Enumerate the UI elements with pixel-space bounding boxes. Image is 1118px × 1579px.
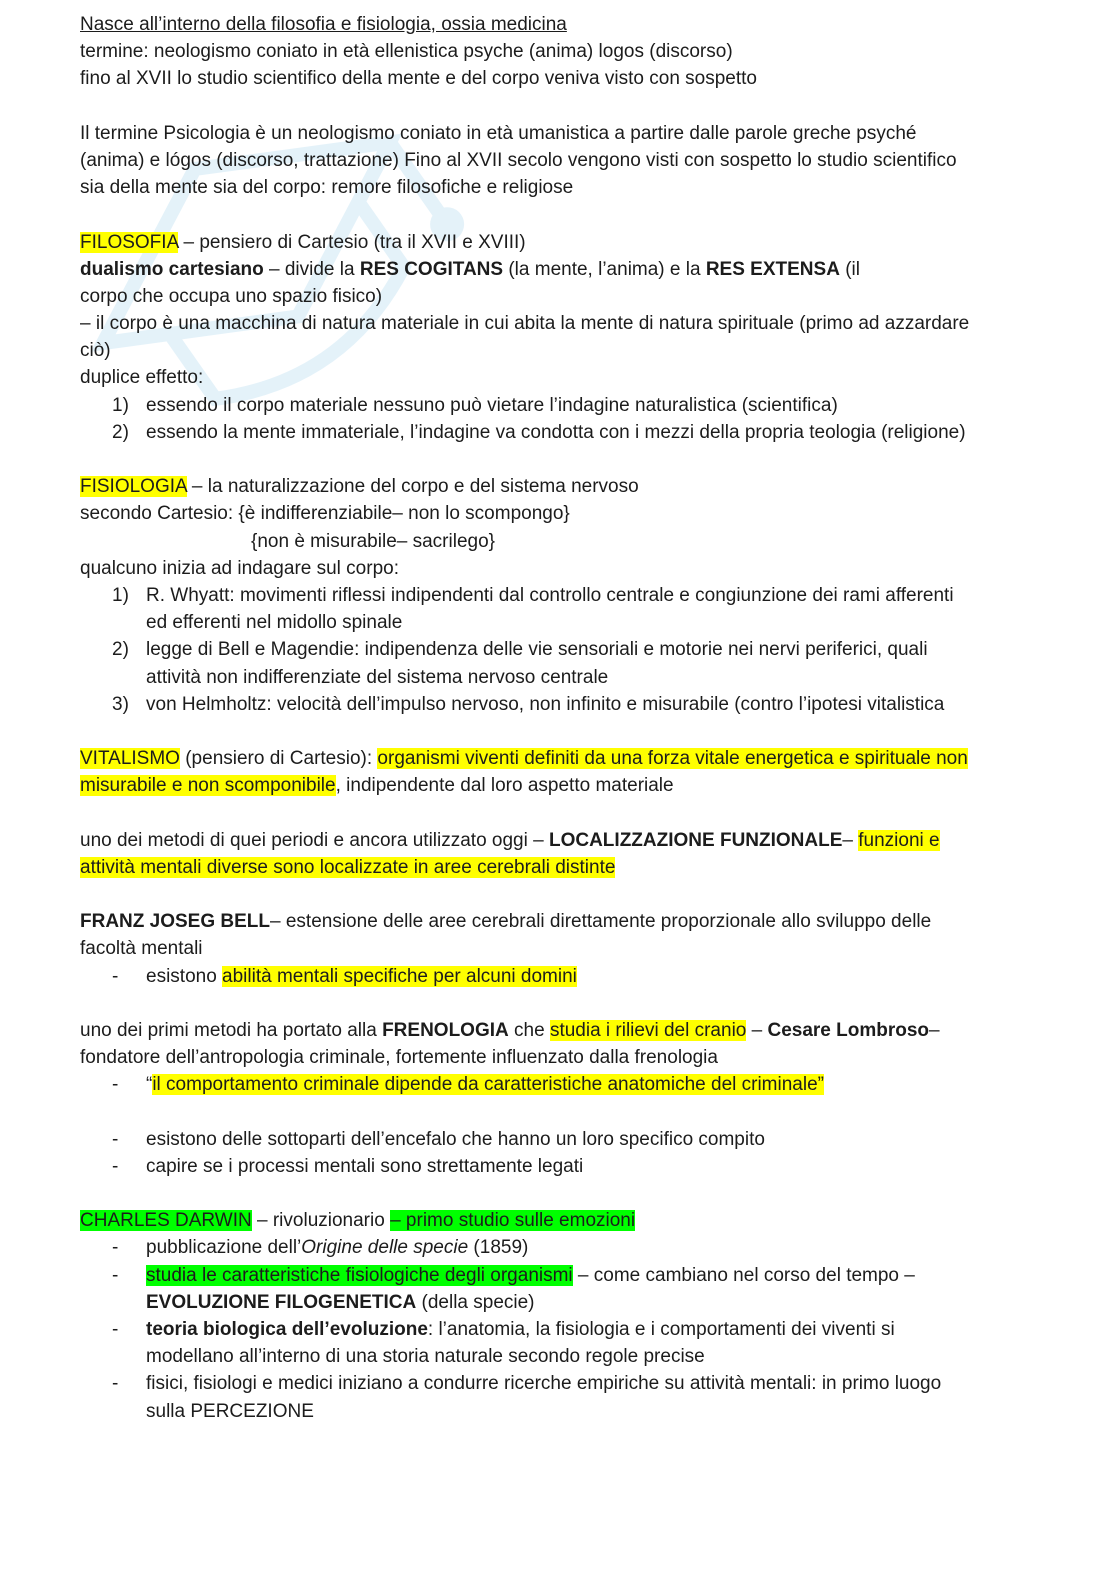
text-line (80, 174, 1070, 201)
list-number: 3) (112, 693, 129, 715)
bold-text: FRANZ JOSEG BELL (80, 911, 271, 933)
bold-text: teoria biologica dell’evoluzione (146, 1319, 428, 1340)
highlighted-text: studia i rilievi del cranio (549, 1019, 747, 1041)
text-line (80, 65, 1070, 92)
text-segment: facoltà mentali (80, 938, 203, 960)
list-item (80, 691, 1070, 718)
text-line (80, 745, 1070, 772)
text-line (80, 935, 1070, 962)
text-segment: fisici, fisiologi e medici iniziano a condurre ricerche empiriche su attività mentali: in primo luogo (146, 1373, 942, 1395)
text-segment: secondo Cartesio: {è indifferenziabile– non lo scompongo} (80, 503, 570, 525)
list-item (80, 1370, 1070, 1397)
text-line (80, 827, 1070, 854)
text-line (80, 528, 1070, 555)
text-segment: R. Whyatt: movimenti riflessi indipendenti dal controllo centrale e congiunzione dei rami afferenti (146, 584, 954, 606)
text-segment: , indipendente dal loro aspetto materiale (335, 775, 674, 797)
highlighted-text: – primo studio sulle emozioni (390, 1210, 636, 1232)
text-line (80, 908, 1070, 935)
bold-text: FRENOLOGIA (382, 1019, 509, 1041)
text-line (80, 11, 1070, 38)
text-segment: uno dei metodi di quei periodi e ancora utilizzato oggi – (80, 829, 549, 851)
text-segment: (anima) e lógos (discorso, trattazione) Fino al XVII secolo vengono visti con sospetto lo studio scientifico (80, 149, 957, 171)
highlighted-text: studia le caratteristiche fisiologiche degli organismi (146, 1264, 573, 1286)
highlighted-text: FILOSOFIA (80, 231, 179, 253)
bullet-dash: - (112, 1128, 119, 1150)
text-line (80, 147, 1070, 174)
text-segment: fino al XVII lo studio scientifico della mente e del corpo veniva visto con sospetto (80, 68, 757, 90)
text-line (80, 1207, 1070, 1234)
bullet-dash: - (112, 1155, 119, 1177)
list-item (80, 1153, 1070, 1180)
text-segment: essendo la mente immateriale, l’indagine va condotta con i mezzi della propria teologia (religione) (146, 421, 966, 443)
text-segment: – il corpo è una macchina di natura materiale in cui abita la mente di natura spirituale (primo ad azzardare (80, 313, 970, 335)
bullet-dash: - (112, 1373, 119, 1395)
text-segment: essendo il corpo materiale nessuno può vietare l’indagine naturalistica (scientifica) (146, 394, 838, 416)
list-item (80, 392, 1070, 419)
bullet-dash: - (112, 1237, 119, 1259)
bullet-dash: - (112, 965, 119, 987)
text-line (80, 310, 1070, 337)
text-line (80, 364, 1070, 391)
list-item (80, 636, 1070, 663)
text-segment: ciò) (80, 340, 111, 362)
text-segment: (1859) (468, 1237, 529, 1259)
bold-text: RES EXTENSA (705, 258, 840, 280)
highlighted-text: FISIOLOGIA (80, 476, 187, 498)
list-number: 2) (112, 639, 129, 661)
text-segment: (il (839, 258, 860, 280)
list-item (80, 1126, 1070, 1153)
text-line (80, 555, 1070, 582)
text-line (80, 337, 1070, 364)
text-line (80, 1289, 1070, 1316)
bold-text: LOCALIZZAZIONE FUNZIONALE (548, 829, 843, 851)
blank-line (80, 446, 1070, 473)
blank-line (80, 799, 1070, 826)
blank-line (80, 93, 1070, 120)
text-line (80, 772, 1070, 799)
highlighted-text: VITALISMO (80, 748, 180, 770)
text-segment: duplice effetto: (80, 367, 204, 389)
text-segment: che (508, 1019, 550, 1041)
text-line (80, 1398, 1070, 1425)
list-item (80, 1316, 1070, 1343)
text-segment: – (746, 1019, 768, 1041)
text-line (80, 1343, 1070, 1370)
text-segment: (pensiero di Cartesio): (179, 748, 378, 770)
text-segment: von Helmholtz: velocità dell’impulso nervoso, non infinito e misurabile (contro l’ipotesi vitalistica (146, 693, 945, 715)
blank-line (80, 1099, 1070, 1126)
text-segment: – la naturalizzazione del corpo e del sistema nervoso (186, 476, 639, 498)
text-segment: pubblicazione dell’ (146, 1237, 302, 1259)
document-body (80, 11, 1070, 1425)
text-segment: esistono (146, 965, 223, 987)
text-line (80, 854, 1070, 881)
list-item (80, 1071, 1070, 1098)
text-segment: sia della mente sia del corpo: remore filosofiche e religiose (80, 177, 574, 199)
blank-line (80, 990, 1070, 1017)
text-line (80, 664, 1070, 691)
text-segment: – estensione delle aree cerebrali direttamente proporzionale allo sviluppo delle (270, 911, 932, 933)
text-line (80, 120, 1070, 147)
text-segment: qualcuno inizia ad indagare sul corpo: (80, 557, 399, 579)
text-line (80, 283, 1070, 310)
list-item (80, 1262, 1070, 1289)
text-segment: esistono delle sottoparti dell’encefalo che hanno un loro specifico compito (146, 1128, 765, 1150)
text-segment: modellano all’interno di una storia naturale secondo regole precise (146, 1346, 705, 1368)
text-segment: {non è misurabile– sacrilego} (251, 530, 495, 552)
text-segment: – (929, 1019, 940, 1041)
text-segment: attività non indifferenziate del sistema nervoso centrale (146, 666, 609, 688)
text-segment: – rivoluzionario (251, 1210, 391, 1232)
text-segment: – come cambiano nel corso del tempo – (572, 1264, 915, 1286)
bullet-dash: - (112, 1264, 119, 1286)
text-segment: corpo che occupa uno spazio fisico) (80, 285, 383, 307)
text-segment: “ (146, 1074, 153, 1096)
text-segment: legge di Bell e Magendie: indipendenza delle vie sensoriali e motorie nei nervi periferici, quali (146, 639, 928, 661)
list-number: 2) (112, 421, 129, 443)
text-line (80, 1044, 1070, 1071)
bullet-dash: - (112, 1074, 119, 1096)
text-segment: Origine delle specie (301, 1237, 469, 1259)
text-line (80, 473, 1070, 500)
blank-line (80, 1180, 1070, 1207)
highlighted-text: funzioni e (858, 829, 940, 851)
text-segment: Nasce all’interno della filosofia e fisiologia, ossia medicina (80, 14, 567, 35)
highlighted-text: abilità mentali specifiche per alcuni domini (222, 965, 577, 987)
text-segment: – pensiero di Cartesio (tra il XVII e XVIII) (178, 231, 526, 253)
text-segment: uno dei primi metodi ha portato alla (80, 1019, 383, 1041)
list-item (80, 419, 1070, 446)
text-segment: : l’anatomia, la fisiologia e i comportamenti dei viventi si (427, 1319, 895, 1340)
list-item (80, 963, 1070, 990)
highlighted-text: organismi viventi definiti da una forza vitale energetica e spirituale non (377, 748, 968, 770)
text-segment: ed efferenti nel midollo spinale (146, 612, 403, 634)
text-segment: capire se i processi mentali sono strettamente legati (146, 1155, 584, 1177)
text-segment: Il termine Psicologia è un neologismo coniato in età umanistica a partire dalle parole greche psyché (80, 122, 917, 144)
text-segment: sulla PERCEZIONE (146, 1400, 314, 1422)
text-segment: – (842, 829, 859, 851)
blank-line (80, 201, 1070, 228)
blank-line (80, 718, 1070, 745)
list-item (80, 582, 1070, 609)
highlighted-text: misurabile e non scomponibile (80, 775, 336, 797)
list-item (80, 1234, 1070, 1261)
text-line (80, 1017, 1070, 1044)
text-segment: termine: neologismo coniato in età ellenistica psyche (anima) logos (discorso) (80, 41, 733, 63)
highlighted-text: CHARLES DARWIN (80, 1210, 252, 1232)
text-segment: – divide la (263, 258, 360, 280)
text-segment: (la mente, l’anima) e la (503, 258, 706, 280)
list-number: 1) (112, 394, 129, 416)
bold-text: dualismo cartesiano (80, 258, 264, 280)
list-number: 1) (112, 584, 129, 606)
text-line (80, 500, 1070, 527)
bold-text: RES COGITANS (359, 258, 504, 280)
highlighted-text: attività mentali diverse sono localizzate in aree cerebrali distinte (80, 856, 616, 878)
bold-text: Cesare Lombroso (767, 1019, 930, 1041)
highlighted-text: il comportamento criminale dipende da caratteristiche anatomiche del criminale” (152, 1074, 824, 1096)
text-segment: fondatore dell’antropologia criminale, fortemente influenzato dalla frenologia (80, 1047, 718, 1069)
blank-line (80, 881, 1070, 908)
text-line (80, 229, 1070, 256)
text-line (80, 609, 1070, 636)
bold-text: EVOLUZIONE FILOGENETICA (146, 1291, 417, 1313)
text-line (80, 38, 1070, 65)
text-line (80, 256, 1070, 283)
bullet-dash: - (112, 1319, 119, 1340)
text-segment: (della specie) (416, 1291, 535, 1313)
